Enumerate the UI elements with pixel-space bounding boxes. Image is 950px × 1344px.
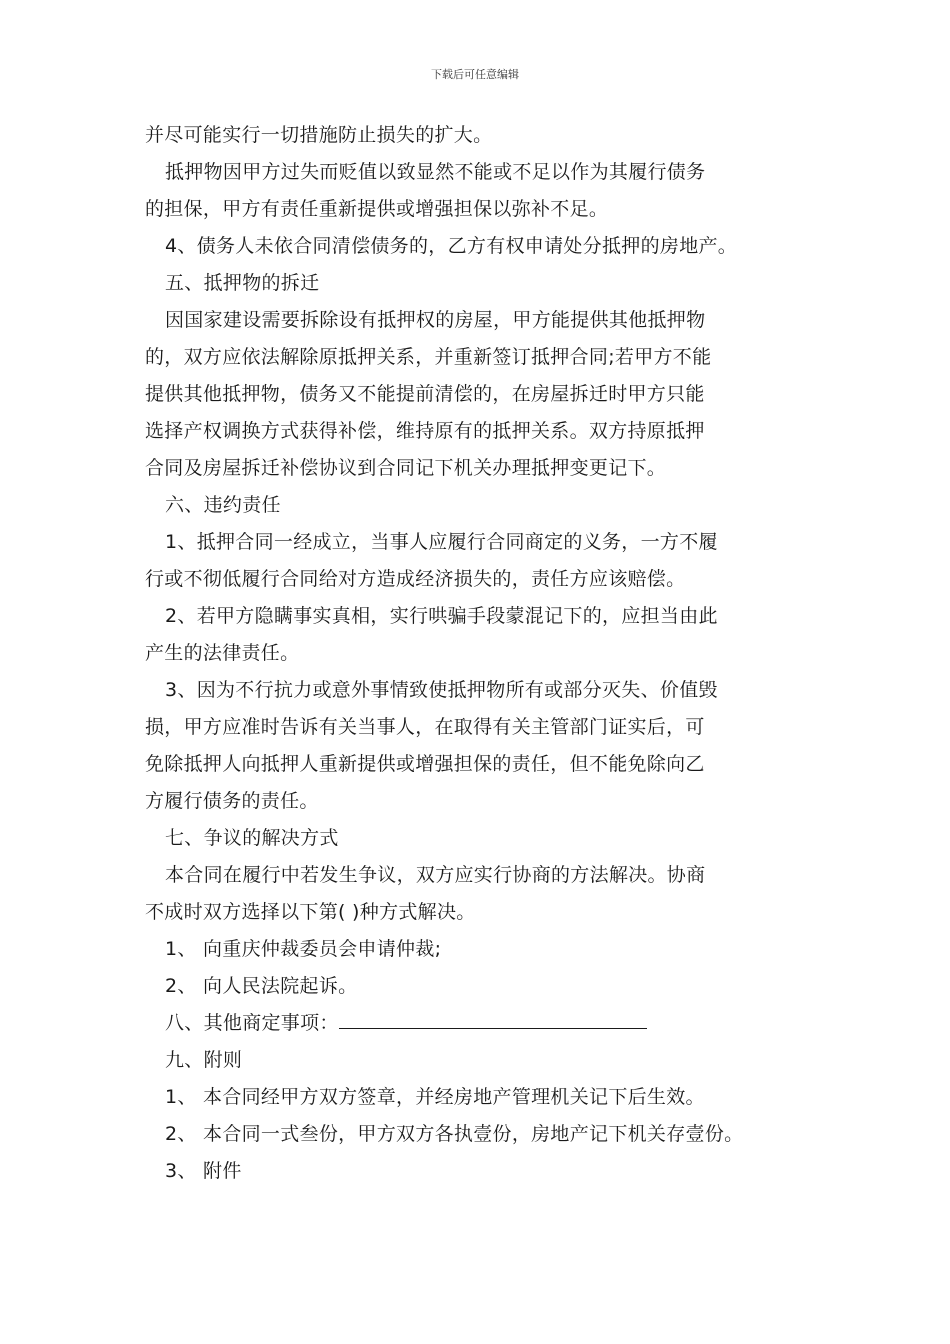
paragraph-line: 免除抵押人向抵押人重新提供或增强担保的责任，但不能免除向乙 (145, 753, 705, 775)
section-heading: 五、抵押物的拆迁 (165, 272, 320, 294)
paragraph-line: 3、因为不行抗力或意外事情致使抵押物所有或部分灭失、价值毁 (165, 679, 718, 701)
paragraph-line: 的担保，甲方有责任重新提供或增强担保以弥补不足。 (145, 198, 609, 220)
list-item: 2、 本合同一式叁份，甲方双方各执壹份，房地产记下机关存壹份。 (165, 1123, 744, 1145)
section-heading: 六、违约责任 (165, 494, 281, 516)
page-header: 下载后可任意编辑 (431, 68, 519, 81)
paragraph-line: 2、若甲方隐瞒事实真相，实行哄骗手段蒙混记下的，应担当由此 (165, 605, 718, 627)
section-heading: 九、附则 (165, 1049, 243, 1071)
section-heading: 七、争议的解决方式 (165, 827, 339, 849)
paragraph-line: 抵押物因甲方过失而贬值以致显然不能或不足以作为其履行债务 (165, 161, 706, 183)
other-terms-line (145, 1005, 845, 1042)
paragraph-line: 因国家建设需要拆除设有抵押权的房屋，甲方能提供其他抵押物 (165, 309, 706, 331)
paragraph-line: 提供其他抵押物，债务又不能提前清偿的，在房屋拆迁时甲方只能 (145, 383, 705, 405)
list-item: 3、 附件 (165, 1160, 242, 1182)
paragraph-line: 产生的法律责任。 (145, 642, 300, 664)
paragraph-line: 损，甲方应准时告诉有关当事人，在取得有关主管部门证实后，可 (145, 716, 705, 738)
blank-fill-field[interactable] (339, 1006, 647, 1029)
paragraph-line: 并尽可能实行一切措施防止损失的扩大。 (145, 124, 493, 146)
paragraph-line: 方履行债务的责任。 (145, 790, 319, 812)
document-body (145, 117, 845, 1190)
paragraph-line: 4、债务人未依合同清偿债务的，乙方有权申请处分抵押的房地产。 (165, 235, 738, 257)
list-item: 2、 向人民法院起诉。 (165, 975, 358, 997)
section-heading: 八、其他商定事项： (165, 1012, 339, 1034)
list-item: 1、 本合同经甲方双方签章，并经房地产管理机关记下后生效。 (165, 1086, 705, 1108)
paragraph-line: 本合同在履行中若发生争议，双方应实行协商的方法解决。协商 (165, 864, 706, 886)
paragraph-line: 行或不彻低履行合同给对方造成经济损失的，责任方应该赔偿。 (145, 568, 686, 590)
paragraph-line: 的，双方应依法解除原抵押关系，并重新签订抵押合同;若甲方不能 (145, 346, 712, 368)
paragraph-line: 合同及房屋拆迁补偿协议到合同记下机关办理抵押变更记下。 (145, 457, 667, 479)
paragraph-line: 选择产权调换方式获得补偿，维持原有的抵押关系。双方持原抵押 (145, 420, 705, 442)
paragraph-line: 不成时双方选择以下第( )种方式解决。 (145, 901, 476, 923)
list-item: 1、 向重庆仲裁委员会申请仲裁; (165, 938, 442, 960)
paragraph-line: 1、抵押合同一经成立，当事人应履行合同商定的义务，一方不履 (165, 531, 718, 553)
